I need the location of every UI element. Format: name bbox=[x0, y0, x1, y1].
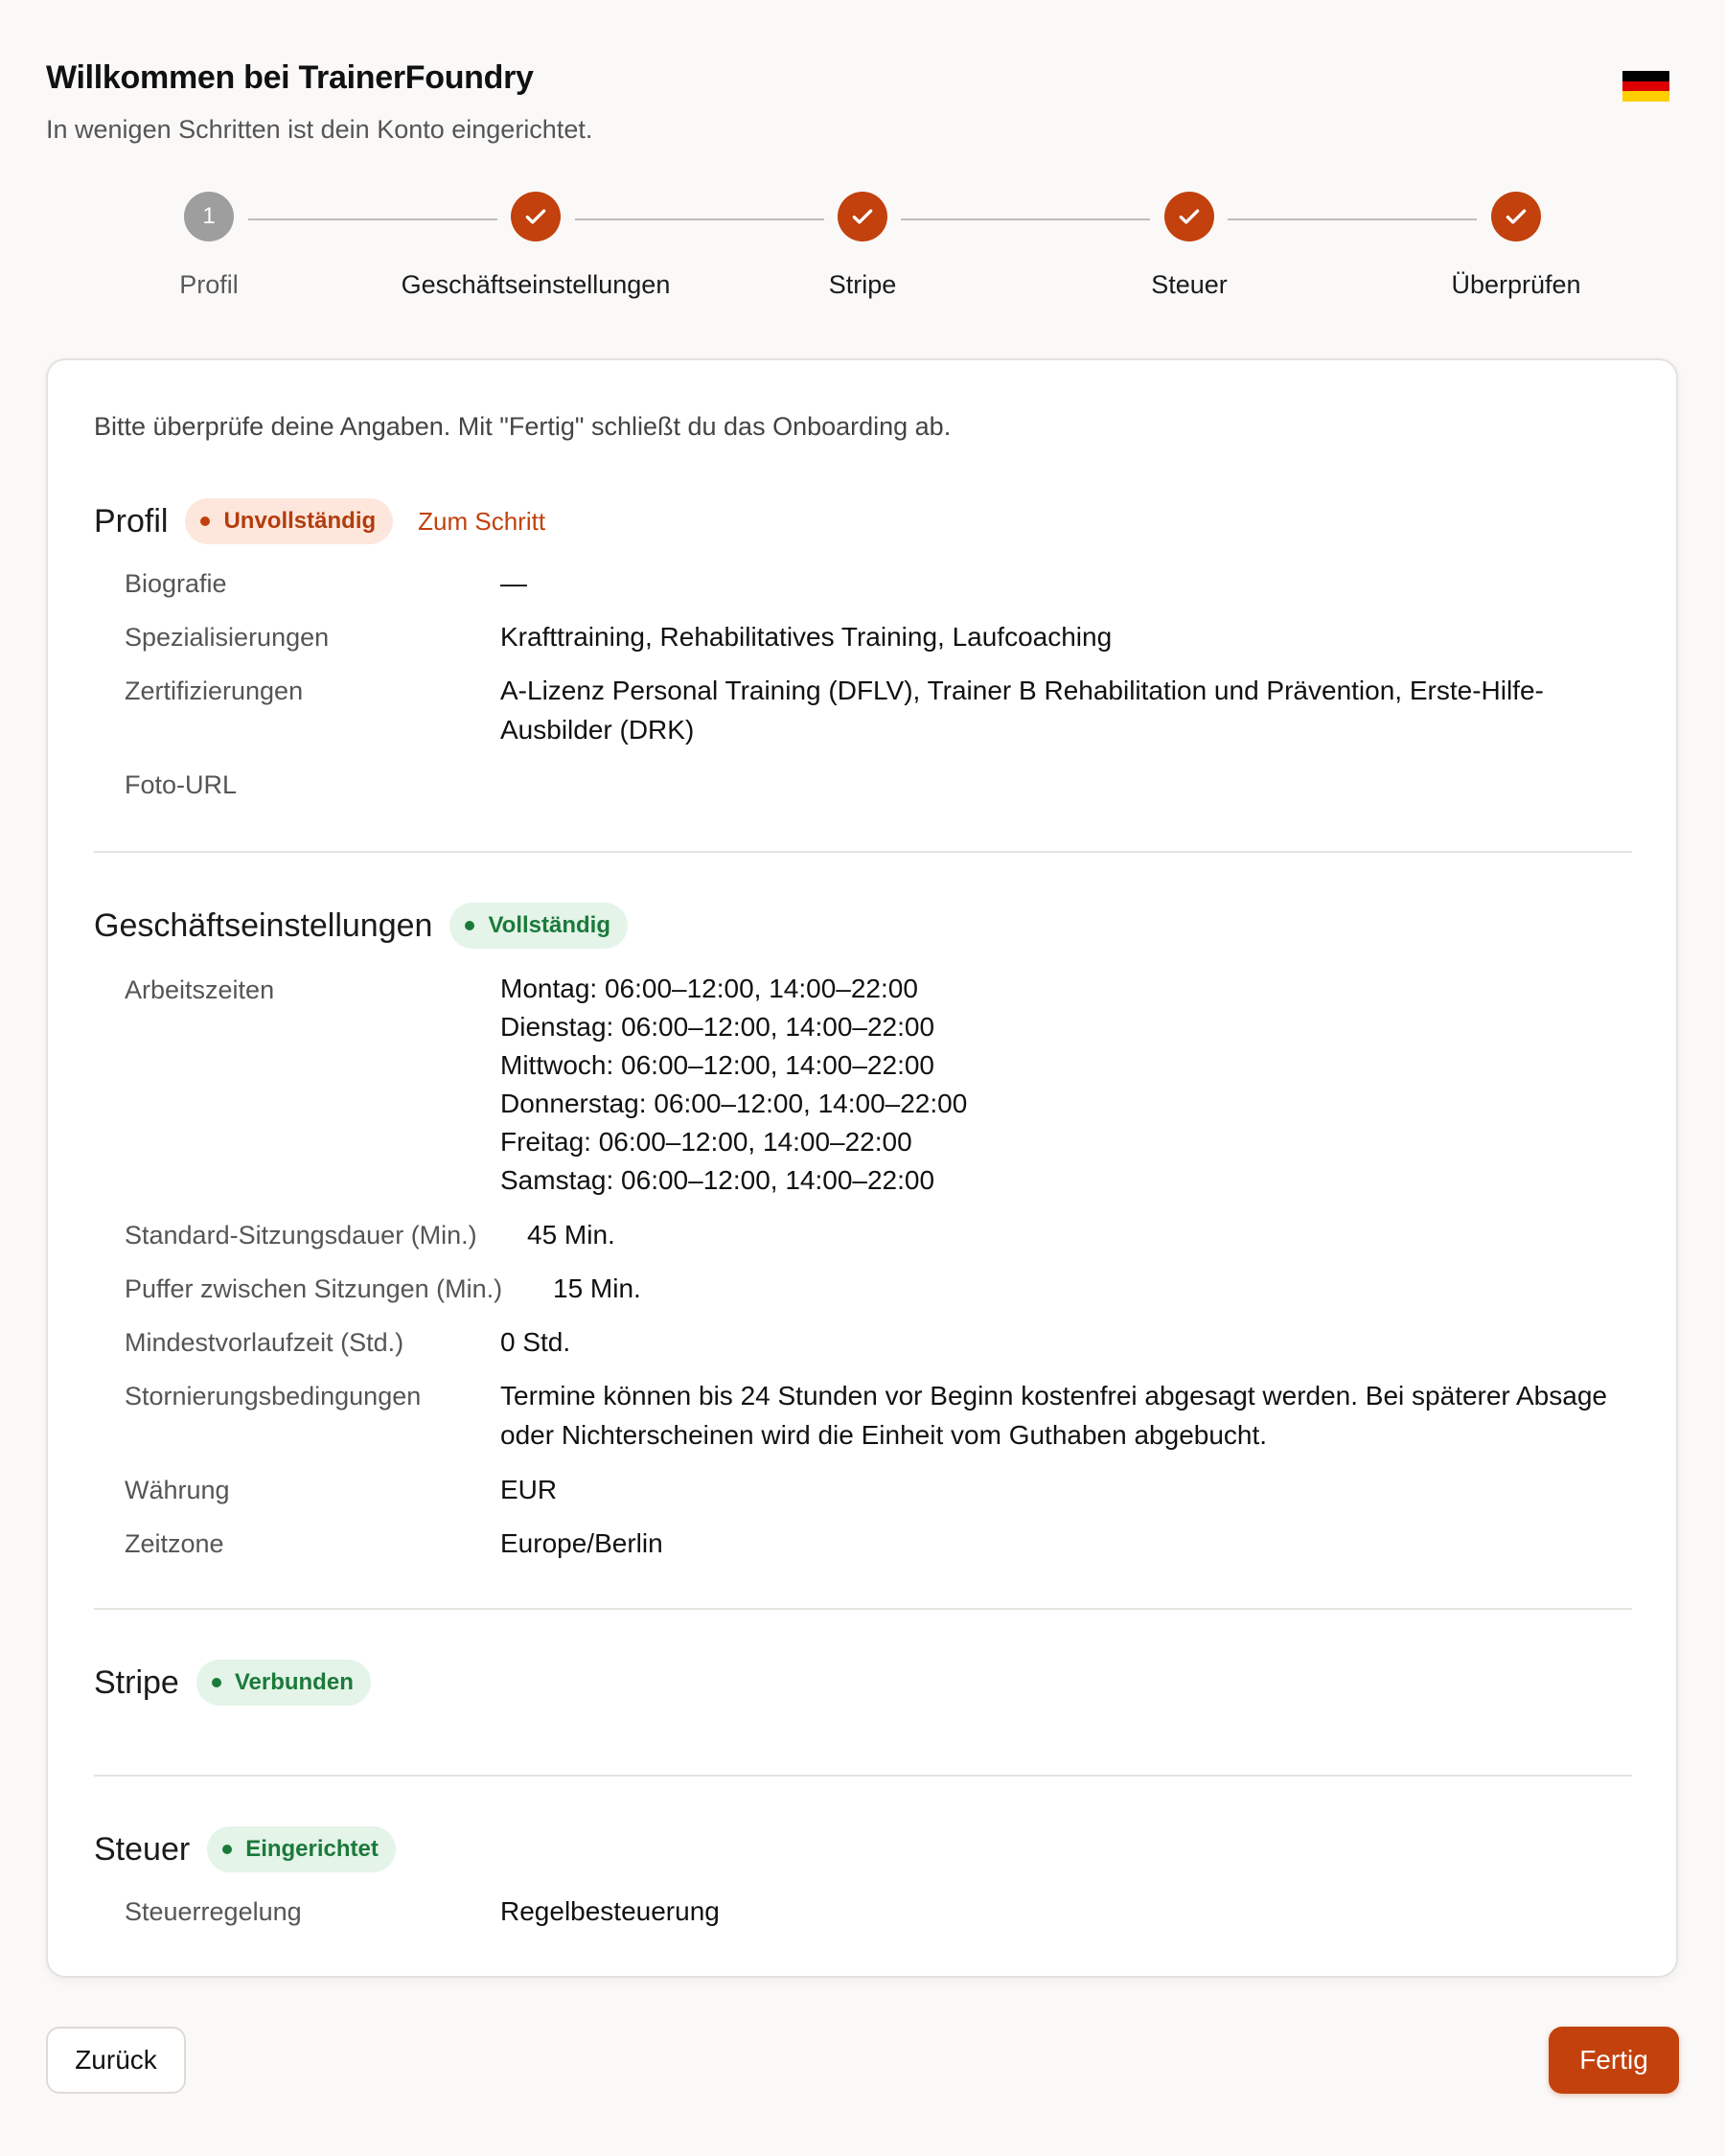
field-value: Termine können bis 24 Stunden vor Beginn kostenfrei abgesagt werden. Bei späterer Absage oder Nichterscheinen wird die Einheit vom Guthaben abgebucht. bbox=[500, 1381, 1607, 1450]
working-hours-entry: Montag: 06:00–12:00, 14:00–22:00 bbox=[500, 974, 918, 1003]
section-title: Geschäftseinstellungen bbox=[94, 906, 433, 944]
profile-section-header bbox=[94, 498, 545, 544]
business-section-header bbox=[94, 903, 628, 949]
section-divider bbox=[94, 1608, 1632, 1610]
working-hours-entry: Freitag: 06:00–12:00, 14:00–22:00 bbox=[500, 1127, 912, 1157]
step-number-badge: 1 bbox=[184, 192, 234, 241]
field-label: Zeitzone bbox=[125, 1529, 224, 1558]
go-to-step-link[interactable]: Zum Schritt bbox=[418, 506, 546, 536]
working-hours-entry: Mittwoch: 06:00–12:00, 14:00–22:00 bbox=[500, 1050, 935, 1080]
working-hours-list bbox=[500, 970, 967, 1200]
field-label: Steuerregelung bbox=[125, 1897, 302, 1926]
review-intro: Bitte überprüfe deine Angaben. Mit "Fertig" schließt du das Onboarding ab. bbox=[94, 412, 952, 441]
status-text: Unvollständig bbox=[223, 508, 377, 534]
status-dot-icon bbox=[465, 921, 474, 930]
field-label: Standard-Sitzungsdauer (Min.) bbox=[125, 1221, 477, 1250]
step-label: Stripe bbox=[828, 270, 897, 299]
field-value: 45 Min. bbox=[527, 1220, 615, 1250]
working-hours-entry: Dienstag: 06:00–12:00, 14:00–22:00 bbox=[500, 1012, 935, 1042]
step-business-settings[interactable] bbox=[363, 192, 708, 300]
status-text: Verbunden bbox=[234, 1669, 354, 1695]
field-value: — bbox=[500, 568, 527, 598]
status-badge bbox=[449, 903, 628, 949]
step-label: Geschäftseinstellungen bbox=[401, 270, 671, 299]
field-label: Spezialisierungen bbox=[125, 623, 330, 652]
finish-button[interactable]: Fertig bbox=[1549, 2027, 1679, 2094]
step-stripe[interactable] bbox=[690, 192, 1035, 300]
field-value: Europe/Berlin bbox=[500, 1528, 663, 1558]
field-value: 15 Min. bbox=[553, 1273, 641, 1303]
section-title: Stripe bbox=[94, 1663, 179, 1701]
step-review[interactable] bbox=[1344, 192, 1689, 300]
status-dot-icon bbox=[212, 1678, 221, 1687]
germany-flag-icon[interactable] bbox=[1622, 71, 1669, 102]
page-subtitle: In wenigen Schritten ist dein Konto eingerichtet. bbox=[46, 115, 593, 144]
field-label: Mindestvorlaufzeit (Std.) bbox=[125, 1328, 404, 1357]
tax-section-header bbox=[94, 1826, 396, 1872]
step-profile[interactable] bbox=[36, 192, 381, 300]
check-icon bbox=[1164, 192, 1214, 241]
status-text: Eingerichtet bbox=[245, 1836, 379, 1862]
stripe-section-header bbox=[94, 1660, 371, 1706]
status-dot-icon bbox=[222, 1845, 232, 1854]
section-divider bbox=[94, 851, 1632, 853]
section-title: Profil bbox=[94, 502, 169, 539]
page-title: Willkommen bei TrainerFoundry bbox=[46, 59, 534, 96]
field-value: Krafttraining, Rehabilitatives Training, Laufcoaching bbox=[500, 622, 1113, 652]
check-icon bbox=[511, 192, 561, 241]
status-badge bbox=[185, 498, 393, 544]
section-divider bbox=[94, 1775, 1632, 1777]
field-label: Währung bbox=[125, 1476, 230, 1504]
onboarding-stepper bbox=[0, 192, 1725, 326]
field-label: Arbeitszeiten bbox=[125, 975, 275, 1004]
status-text: Vollständig bbox=[488, 912, 611, 938]
field-value: 0 Std. bbox=[500, 1327, 571, 1357]
field-label: Foto-URL bbox=[125, 770, 238, 799]
field-label: Biografie bbox=[125, 569, 227, 598]
step-label: Profil bbox=[179, 270, 239, 299]
review-card bbox=[46, 358, 1678, 1978]
field-value: Regelbesteuerung bbox=[500, 1896, 720, 1926]
step-label: Überprüfen bbox=[1451, 270, 1581, 299]
check-icon bbox=[838, 192, 887, 241]
section-title: Steuer bbox=[94, 1830, 191, 1868]
back-button[interactable]: Zurück bbox=[46, 2027, 186, 2094]
status-badge bbox=[196, 1660, 371, 1706]
working-hours-entry: Donnerstag: 06:00–12:00, 14:00–22:00 bbox=[500, 1089, 968, 1118]
status-dot-icon bbox=[200, 516, 210, 526]
check-icon bbox=[1491, 192, 1541, 241]
field-label: Zertifizierungen bbox=[125, 677, 304, 705]
field-value: A-Lizenz Personal Training (DFLV), Trainer B Rehabilitation und Prävention, Erste-Hilfe-Ausbilder (DRK) bbox=[500, 676, 1544, 745]
step-label: Steuer bbox=[1151, 270, 1228, 299]
working-hours-entry: Samstag: 06:00–12:00, 14:00–22:00 bbox=[500, 1165, 935, 1195]
status-badge bbox=[207, 1826, 396, 1872]
field-value: EUR bbox=[500, 1475, 558, 1504]
field-label: Stornierungsbedingungen bbox=[125, 1382, 422, 1411]
step-tax[interactable] bbox=[1017, 192, 1362, 300]
field-label: Puffer zwischen Sitzungen (Min.) bbox=[125, 1274, 503, 1303]
